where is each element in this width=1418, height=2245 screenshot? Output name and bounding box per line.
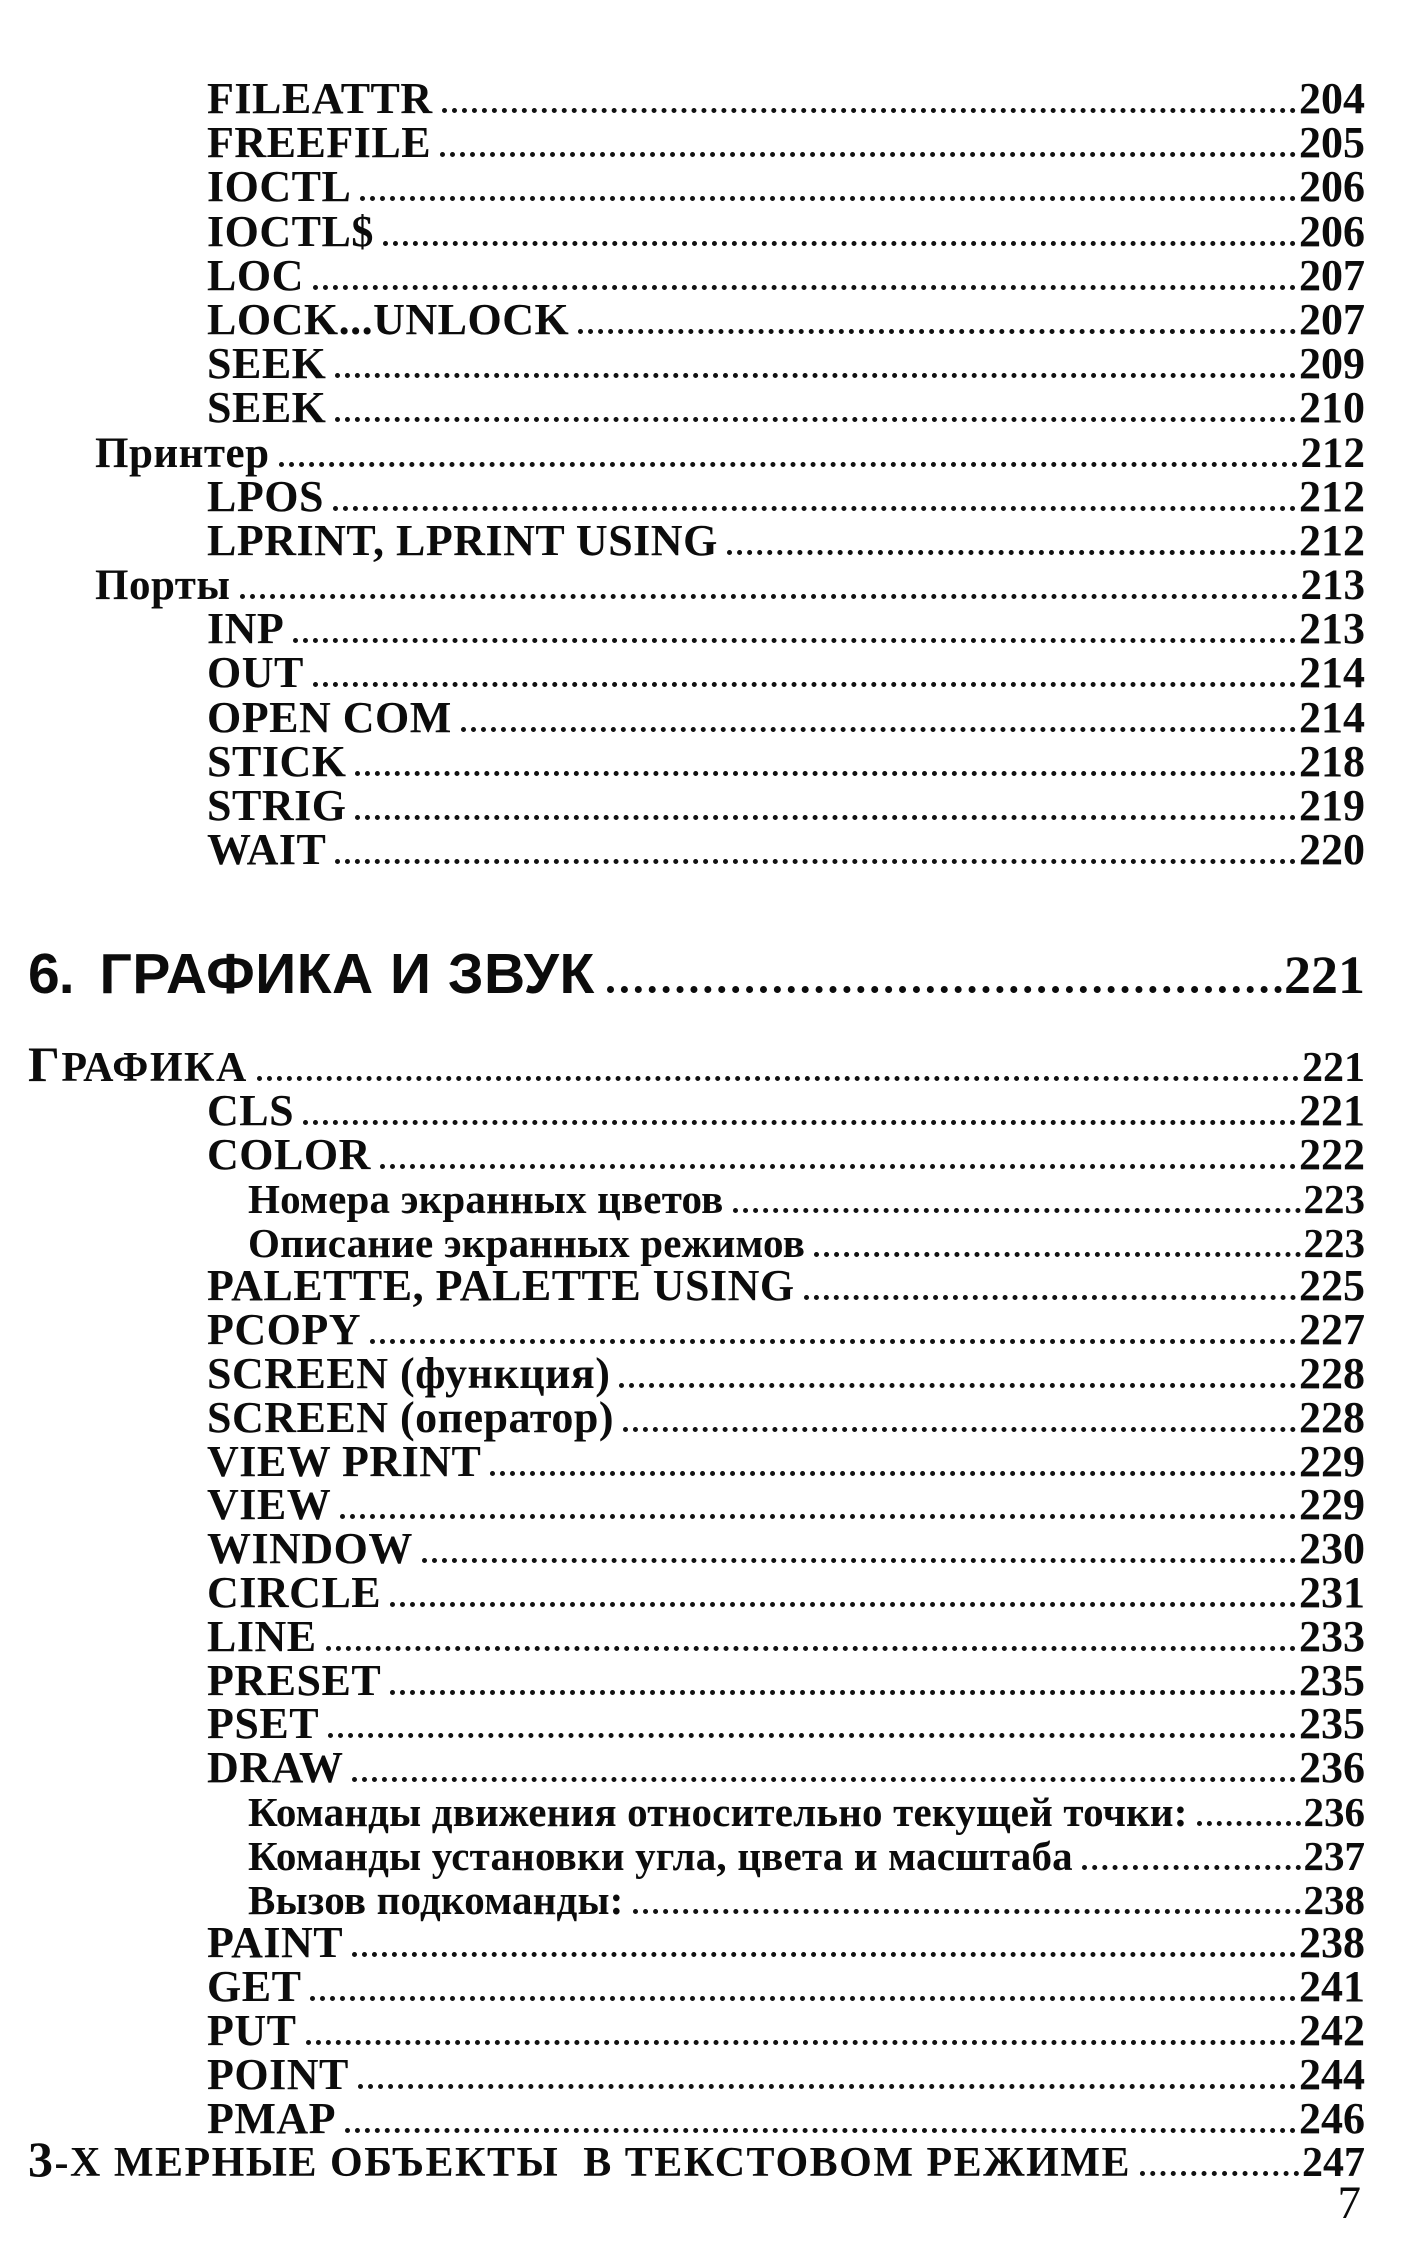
toc-entry-label: LOCK...UNLOCK <box>207 294 570 344</box>
toc-row <box>28 1698 1365 1749</box>
toc-row <box>28 294 1365 344</box>
dot-leader <box>303 1085 1296 1125</box>
dot-leader <box>461 692 1296 732</box>
toc-entry-page: 228 <box>1299 1348 1365 1398</box>
dot-leader <box>442 73 1296 113</box>
dot-leader <box>623 1392 1296 1432</box>
toc-row <box>28 1129 1365 1179</box>
dot-leader <box>578 294 1296 334</box>
toc-row <box>28 2005 1365 2055</box>
toc-entry-page: 228 <box>1299 1392 1365 1442</box>
toc-section-chapter <box>28 1036 1365 2188</box>
toc-entry-page: 237 <box>1303 1832 1365 1879</box>
toc-entry-label: Команды движения относительно текущей точки: <box>248 1788 1188 1835</box>
toc-entry-label: SCREEN (оператор) <box>207 1392 615 1442</box>
toc-row <box>28 382 1365 433</box>
toc-entry-page: 221 <box>1302 1045 1365 1092</box>
toc-entry-label: PALETTE, PALETTE USING <box>207 1261 795 1311</box>
toc-entry-page: 223 <box>1303 1219 1365 1266</box>
toc-entry-label: PAINT <box>207 1918 344 1968</box>
toc-row <box>28 2049 1365 2099</box>
toc-row <box>28 1085 1365 1136</box>
dot-leader <box>335 824 1296 864</box>
toc-entry-label: SCREEN (функция) <box>207 1348 611 1398</box>
toc-row <box>28 1304 1365 1355</box>
toc-row <box>28 338 1365 389</box>
dot-leader <box>1140 2136 1299 2176</box>
toc-row <box>28 1611 1365 1661</box>
toc-entry-label: PRESET <box>207 1655 382 1705</box>
toc-entry-label: Номера экранных цветов <box>248 1175 724 1222</box>
toc-entry-page: 238 <box>1303 1876 1365 1923</box>
toc-entry-page: 241 <box>1299 1962 1365 2012</box>
toc-entry-page: 242 <box>1299 2005 1365 2055</box>
toc-row <box>28 515 1365 565</box>
toc-row <box>28 1036 1365 1093</box>
dot-leader <box>370 1304 1296 1344</box>
chapter-title: ГРАФИКА И ЗВУК <box>99 942 595 1007</box>
toc-row <box>28 250 1365 300</box>
toc-row <box>28 206 1365 256</box>
toc-entry-page: 247 <box>1302 2140 1365 2187</box>
toc-entry-page: 235 <box>1299 1655 1365 1705</box>
toc-entry-page: 212 <box>1299 515 1365 565</box>
dot-leader <box>293 603 1296 643</box>
chapter-page: 221 <box>1284 945 1365 1006</box>
toc-row <box>28 1348 1365 1398</box>
chapter-number: 6. <box>28 942 74 1007</box>
toc-entry-page: 223 <box>1303 1175 1365 1222</box>
toc-entry-label: IOCTL <box>207 162 352 212</box>
toc-entry-label: SEEK <box>207 383 327 433</box>
toc-entry-label: FREEFILE <box>207 118 432 168</box>
dot-leader <box>310 1961 1296 2001</box>
dot-leader <box>1082 1830 1301 1870</box>
toc-entry-label: DRAW <box>207 1743 344 1793</box>
toc-entry-label: WINDOW <box>207 1524 413 1574</box>
toc-entry-label: STRIG <box>207 781 347 830</box>
dot-leader <box>313 647 1296 687</box>
dot-leader <box>352 1917 1296 1957</box>
dot-leader <box>355 736 1296 776</box>
dot-leader <box>733 1173 1301 1213</box>
toc-entry-page: 244 <box>1299 2049 1365 2099</box>
toc-row <box>28 2131 1365 2188</box>
dot-leader <box>279 427 1298 467</box>
toc-row <box>28 1917 1365 1968</box>
toc-entry-label: PMAP <box>207 2093 337 2143</box>
dot-leader <box>328 1698 1296 1738</box>
toc-entry-label: CLS <box>207 1086 295 1136</box>
toc-entry-label: CIRCLE <box>207 1567 382 1617</box>
toc-row <box>28 1655 1365 1705</box>
toc-entry-label: Принтер <box>95 429 270 477</box>
toc-entry-page: 213 <box>1300 562 1365 610</box>
chapter-heading <box>28 942 1365 1007</box>
toc-entry-page: 214 <box>1299 648 1365 698</box>
dot-leader <box>422 1523 1296 1563</box>
toc-entry-label: FILEATTR <box>207 74 433 123</box>
toc-row <box>28 1742 1365 1793</box>
toc-row <box>28 1392 1365 1442</box>
toc-entry-label: STICK <box>207 736 347 786</box>
dot-leader <box>355 780 1296 820</box>
toc-entry-page: 206 <box>1299 162 1365 212</box>
toc-row <box>28 1173 1365 1222</box>
toc-entry-page: 236 <box>1303 1788 1365 1835</box>
toc-entry-label: POINT <box>207 2049 349 2099</box>
toc-entry-page: 230 <box>1299 1524 1365 1574</box>
toc-entry-page: 231 <box>1299 1567 1365 1617</box>
toc-entry-page: 212 <box>1299 471 1365 521</box>
dot-leader <box>1197 1786 1301 1826</box>
toc-entry-label: PCOPY <box>207 1305 362 1355</box>
toc-row <box>28 1436 1365 1486</box>
toc-entry-label: LINE <box>207 1611 317 1661</box>
toc-entry-page: 227 <box>1299 1305 1365 1355</box>
dot-leader <box>352 1742 1296 1782</box>
dot-leader <box>440 117 1296 157</box>
dot-leader <box>257 1041 1299 1081</box>
toc-entry-label: OUT <box>207 648 304 698</box>
toc-entry-label: WAIT <box>207 825 327 875</box>
dot-leader <box>335 338 1296 378</box>
toc-entry-label: VIEW PRINT <box>207 1436 482 1486</box>
toc-row <box>28 603 1365 654</box>
dot-leader <box>326 1611 1296 1651</box>
toc-entry-page: 204 <box>1299 74 1365 123</box>
toc-row <box>28 780 1365 830</box>
toc-entry-label: LOC <box>207 250 304 300</box>
toc-entry-page: 225 <box>1299 1261 1365 1311</box>
toc-row <box>28 1567 1365 1617</box>
toc-entry-page: 221 <box>1299 1086 1365 1136</box>
toc-entry-page: 246 <box>1299 2093 1365 2143</box>
toc-entry-label: 3-Х МЕРНЫЕ ОБЪЕКТЫ В ТЕКСТОВОМ РЕЖИМЕ <box>28 2131 1132 2188</box>
toc-entry-page: 207 <box>1299 294 1365 344</box>
dot-leader <box>390 1567 1296 1607</box>
toc-row <box>28 427 1365 477</box>
toc-entry-page: 218 <box>1299 736 1365 786</box>
toc-entry-label: Описание экранных режимов <box>248 1219 806 1266</box>
toc-entry-page: 238 <box>1299 1918 1365 1968</box>
toc-entry-label: LPOS <box>207 471 324 521</box>
dot-leader <box>358 2049 1296 2089</box>
dot-leader <box>335 382 1296 422</box>
toc-entry-label: Вызов подкоманды: <box>248 1876 624 1923</box>
dot-leader <box>607 944 1282 993</box>
dot-leader <box>383 206 1296 246</box>
page-number: 7 <box>1337 2177 1361 2229</box>
toc-entry-label: OPEN COM <box>207 692 452 742</box>
toc-row <box>28 692 1365 742</box>
toc-entry-page: 235 <box>1299 1699 1365 1749</box>
toc-entry-page: 212 <box>1300 429 1365 477</box>
toc-entry-page: 219 <box>1299 781 1365 830</box>
toc-entry-label: VIEW <box>207 1480 332 1530</box>
dot-leader <box>333 471 1296 511</box>
toc-entry-page: 206 <box>1299 206 1365 256</box>
toc-row <box>28 559 1365 610</box>
dot-leader <box>313 250 1296 290</box>
toc-entry-label: ГРАФИКА <box>28 1036 248 1093</box>
toc-entry-label: IOCTL$ <box>207 206 374 256</box>
toc-row <box>28 824 1365 875</box>
toc-row <box>28 736 1365 786</box>
toc-entry-page: 210 <box>1299 383 1365 433</box>
toc-entry-label: Порты <box>95 562 231 610</box>
dot-leader <box>390 1655 1296 1695</box>
dot-leader <box>619 1348 1296 1388</box>
toc-entry-page: 214 <box>1299 692 1365 742</box>
toc-entry-label: GET <box>207 1962 302 2012</box>
dot-leader <box>345 2093 1296 2133</box>
toc-entry-page: 233 <box>1299 1611 1365 1661</box>
toc-row <box>28 647 1365 698</box>
toc-row <box>28 1260 1365 1311</box>
toc-row <box>28 2093 1365 2143</box>
dot-leader <box>340 1479 1296 1519</box>
toc-entry-page: 207 <box>1299 250 1365 300</box>
dot-leader <box>360 161 1296 201</box>
toc-entry-page: 205 <box>1299 118 1365 168</box>
toc-row <box>28 1786 1365 1835</box>
dot-leader <box>490 1436 1296 1476</box>
toc-entry-label: PUT <box>207 2005 297 2055</box>
toc-row <box>28 1874 1365 1923</box>
dot-leader <box>804 1260 1296 1300</box>
toc-row <box>28 1830 1365 1879</box>
toc-row <box>28 1479 1365 1530</box>
toc-entry-label: LPRINT, LPRINT USING <box>207 515 718 565</box>
toc-entry-label: SEEK <box>207 339 327 389</box>
toc-row <box>28 1523 1365 1574</box>
dot-leader <box>633 1874 1301 1914</box>
toc-entry-page: 222 <box>1299 1129 1365 1179</box>
dot-leader <box>727 515 1296 555</box>
toc-row <box>28 117 1365 168</box>
toc-row <box>28 1217 1365 1266</box>
toc-row <box>28 471 1365 521</box>
toc-section-top <box>28 73 1365 875</box>
toc-entry-page: 236 <box>1299 1743 1365 1793</box>
dot-leader <box>306 2005 1297 2045</box>
dot-leader <box>814 1217 1300 1257</box>
dot-leader <box>240 559 1298 599</box>
toc-entry-page: 213 <box>1299 604 1365 654</box>
toc-entry-page: 229 <box>1299 1436 1365 1486</box>
toc-row <box>28 73 1365 123</box>
toc-entry-label: Команды установки угла, цвета и масштаба <box>248 1832 1073 1879</box>
toc-entry-label: COLOR <box>207 1129 371 1179</box>
toc-row <box>28 161 1365 212</box>
toc-entry-label: INP <box>207 604 285 654</box>
toc-entry-page: 209 <box>1299 339 1365 389</box>
dot-leader <box>380 1129 1296 1169</box>
toc-entry-page: 229 <box>1299 1480 1365 1530</box>
toc-row <box>28 1961 1365 2012</box>
toc-entry-page: 220 <box>1299 825 1365 875</box>
toc-entry-label: PSET <box>207 1699 320 1749</box>
